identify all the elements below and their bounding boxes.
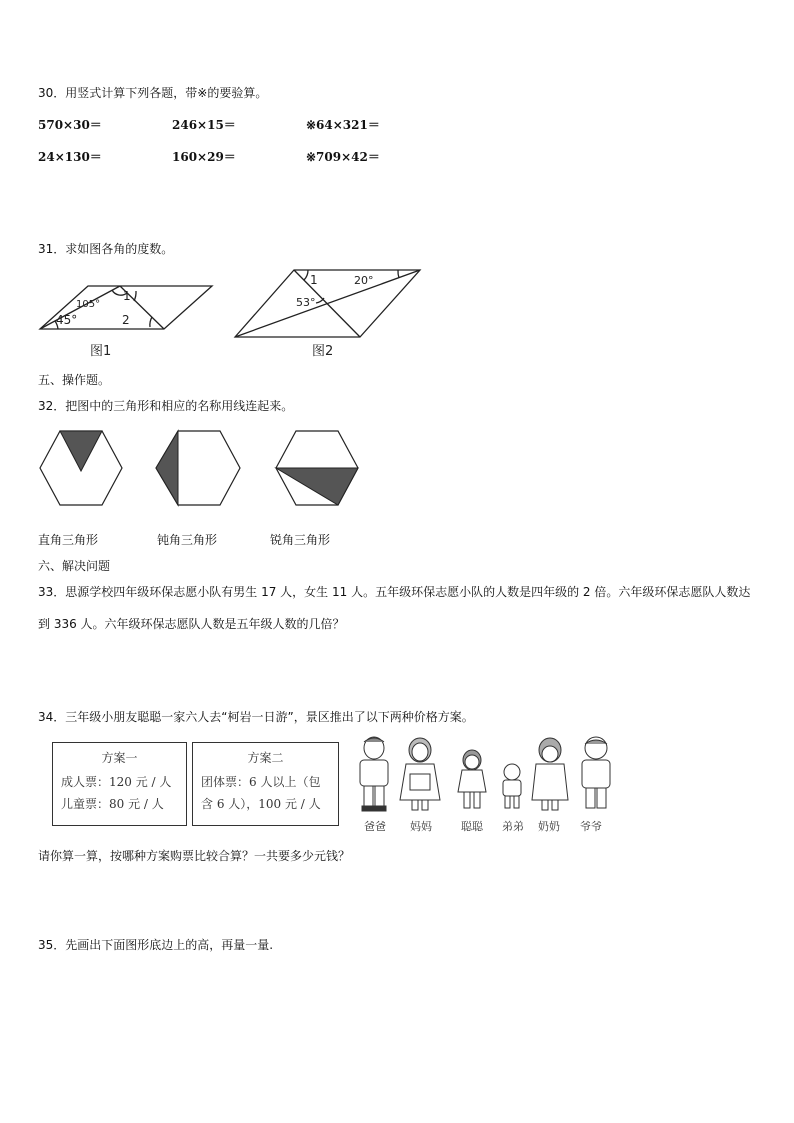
q32-hexagon-2	[156, 431, 240, 505]
fig1-caption: 图1	[90, 344, 112, 359]
fig1-angle-2: 2	[122, 313, 130, 327]
fig1-angle-105: 105°	[76, 299, 101, 310]
mom-figure	[400, 738, 440, 810]
q31-title: 31．求如图各角的度数。	[38, 242, 174, 256]
q35-title: 35．先画出下面图形底边上的高，再量一量.	[38, 938, 274, 952]
q30-r1c1: 570×30＝	[38, 118, 102, 132]
section5-heading: 五、操作题。	[38, 373, 111, 387]
grandma-figure	[532, 738, 568, 810]
q33-text: 33．思源学校四年级环保志愿小队有男生 17 人，女生 11 人。五年级环保志愿小队的人数是四年级的 2 倍。六年级环保志愿队人数达到 336 人。六年级环保志愿队人数是五年级人数的几倍？	[38, 585, 751, 631]
fig2-arc-20	[398, 270, 399, 278]
fig2-arc-1	[304, 270, 308, 280]
q32-triangle-2	[156, 431, 178, 505]
family-label-brother: 弟弟	[502, 820, 524, 833]
family-label-grandma: 奶奶	[538, 820, 560, 833]
fig2-angle-1: 1	[310, 273, 318, 287]
family-label-dad: 爸爸	[364, 820, 386, 833]
q32-hexagons	[38, 428, 368, 510]
fig2-caption: 图2	[312, 344, 334, 359]
fig1-arc-2	[150, 317, 152, 327]
fig1-angle-45: 45°	[56, 313, 78, 327]
q30-r1c3: ※64×321＝	[306, 118, 380, 132]
section6-heading: 六、解决问题	[38, 559, 111, 573]
brother-figure	[503, 764, 521, 808]
q34-plan2-line2: 含 6 人），100 元 / 人	[201, 797, 321, 811]
congcong-figure	[458, 750, 486, 808]
fig1-angle-1: 1	[123, 289, 131, 303]
q34-plan1-title: 方案一	[101, 751, 138, 765]
family-label-mom: 妈妈	[410, 820, 432, 833]
q34-plan1-box	[52, 742, 187, 826]
fig2-arc-53	[316, 298, 324, 303]
q32-hexagon-1	[40, 431, 122, 505]
q34-plan1-line1: 成人票：120 元 / 人	[61, 775, 172, 789]
q34-plan1-line2: 儿童票：80 元 / 人	[61, 797, 164, 811]
grandpa-figure	[582, 737, 610, 808]
q30-r2c1: 24×130＝	[38, 150, 102, 164]
q34-family-illustration	[352, 734, 622, 816]
q32-name-acute: 锐角三角形	[270, 533, 331, 547]
q34-title: 34．三年级小朋友聪聪一家六人去“柯岩一日游”，景区推出了以下两种价格方案。	[38, 710, 474, 724]
fig2-diagonal-b	[235, 270, 420, 337]
q30-r1c2: 246×15＝	[172, 118, 236, 132]
q30-r2c3: ※709×42＝	[306, 150, 380, 164]
q32-name-obtuse: 钝角三角形	[157, 533, 218, 547]
fig2-angle-53: 53°	[296, 296, 316, 309]
q32-name-right: 直角三角形	[38, 533, 99, 547]
q30-r2c2: 160×29＝	[172, 150, 236, 164]
fig1-arc-1	[134, 291, 136, 301]
fig2-angle-20: 20°	[354, 274, 374, 287]
family-label-congcong: 聪聪	[461, 820, 483, 833]
q34-plan2-title: 方案二	[247, 751, 284, 765]
family-label-grandpa: 爷爷	[580, 820, 602, 833]
dad-figure	[360, 737, 388, 811]
q34-question: 请你算一算，按哪种方案购票比较合算？一共要多少元钱？	[38, 849, 351, 863]
q32-hexagon-3	[276, 431, 358, 505]
q32-title: 32．把图中的三角形和相应的名称用线连起来。	[38, 399, 294, 413]
q31-fig2-svg	[230, 264, 430, 364]
q34-plan2-box	[192, 742, 339, 826]
q30-title: 30．用竖式计算下列各题，带※的要验算。	[38, 86, 268, 100]
q34-plan2-line1: 团体票：6 人以上（包	[201, 775, 321, 789]
